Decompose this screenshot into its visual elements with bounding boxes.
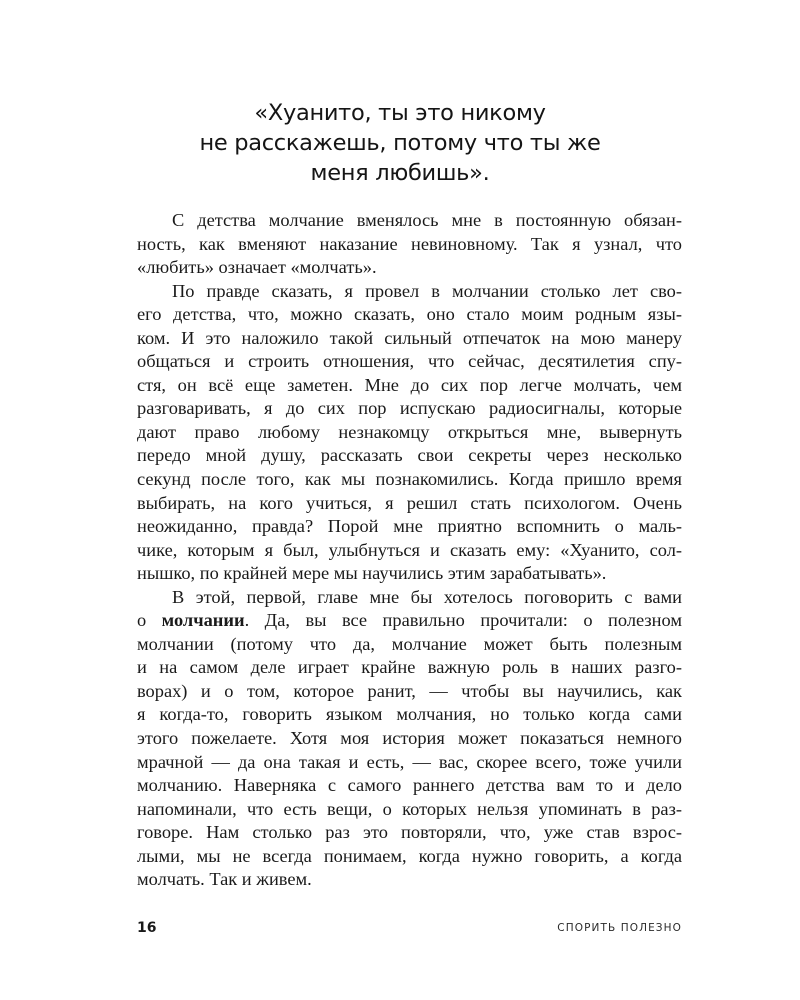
body-line: я когда-то, говорить языком молчания, но только когда сами xyxy=(137,704,682,725)
body-line: стя, он всё еще заметен. Мне до сих пор легче молчать, чем xyxy=(137,374,682,395)
body-line: и на самом деле играет крайне важную роль в наших разго- xyxy=(137,657,682,678)
bold-term: молчании xyxy=(161,610,245,631)
body-line xyxy=(137,609,682,633)
body-line: нышко, по крайней мере мы научились этим зарабатывать». xyxy=(137,563,607,584)
body-text xyxy=(137,209,682,892)
body-line-prefix: о xyxy=(137,610,162,631)
body-line: секунд после того, как мы познакомились. Когда пришло время xyxy=(137,469,682,490)
epigraph-line: «Хуанито, ты это никому xyxy=(254,100,546,126)
body-line: «любить» означает «молчать». xyxy=(137,257,377,278)
body-line: неожиданно, правда? Порой мне приятно вспомнить о маль- xyxy=(137,516,682,537)
body-line: передо мной душу, рассказать свои секреты через несколько xyxy=(137,445,682,466)
body-line: мрачной — да она такая и есть, — вас, скорее всего, тоже учили xyxy=(137,751,682,772)
epigraph-line: меня любишь». xyxy=(310,160,490,186)
body-line: разговаривать, я до сих пор испускаю радиосигналы, которые xyxy=(137,398,682,419)
body-line: чике, которым я был, улыбнуться и сказать ему: «Хуанито, сол- xyxy=(137,539,682,560)
body-line: С детства молчание вменялось мне в постоянную обязан- xyxy=(172,210,682,230)
body-line: дают право любому незнакомцу открыться мне, вывернуть xyxy=(137,421,682,442)
page-number: 16 xyxy=(137,920,157,936)
body-line: молчать. Так и живем. xyxy=(137,869,312,890)
body-line: молчанию. Наверняка с самого раннего детства вам то и дело xyxy=(137,775,682,796)
body-line: ность, как вменяют наказание невиновному. Так я узнал, что xyxy=(137,233,682,254)
body-line: этого пожелаете. Хотя моя история может показаться немного xyxy=(137,728,682,749)
body-line: выбирать, на кого учиться, я решил стать психологом. Очень xyxy=(137,492,682,513)
body-line: ворах) и о том, которое ранит, — чтобы вы научились, как xyxy=(137,680,682,701)
body-line: По правде сказать, я провел в молчании столько лет сво- xyxy=(172,280,682,301)
running-title: СПОРИТЬ ПОЛЕЗНО xyxy=(557,922,682,934)
body-line: говоре. Нам столько раз это повторяли, что, уже став взрос- xyxy=(137,822,682,843)
body-line: В этой, первой, главе мне бы хотелось поговорить с вами xyxy=(172,586,682,607)
body-line: напоминали, что есть вещи, о которых нельзя упоминать в раз- xyxy=(137,798,682,819)
epigraph xyxy=(150,98,650,188)
page-footer xyxy=(137,920,682,942)
body-line: лыми, мы не всегда понимаем, когда нужно говорить, а когда xyxy=(137,845,682,866)
body-line: общаться и строить отношения, что сейчас, десятилетия спу- xyxy=(137,351,682,372)
epigraph-line: не расскажешь, потому что ты же xyxy=(199,130,601,156)
body-line: ком. И это наложило такой сильный отпечаток на мою манеру xyxy=(137,327,682,348)
body-line: молчании (потому что да, молчание может быть полезным xyxy=(137,633,682,654)
body-line: его детства, что, можно сказать, оно стало моим родным язы- xyxy=(137,304,682,325)
body-line-suffix: . Да, вы все правильно прочитали: о полезном xyxy=(244,610,682,631)
